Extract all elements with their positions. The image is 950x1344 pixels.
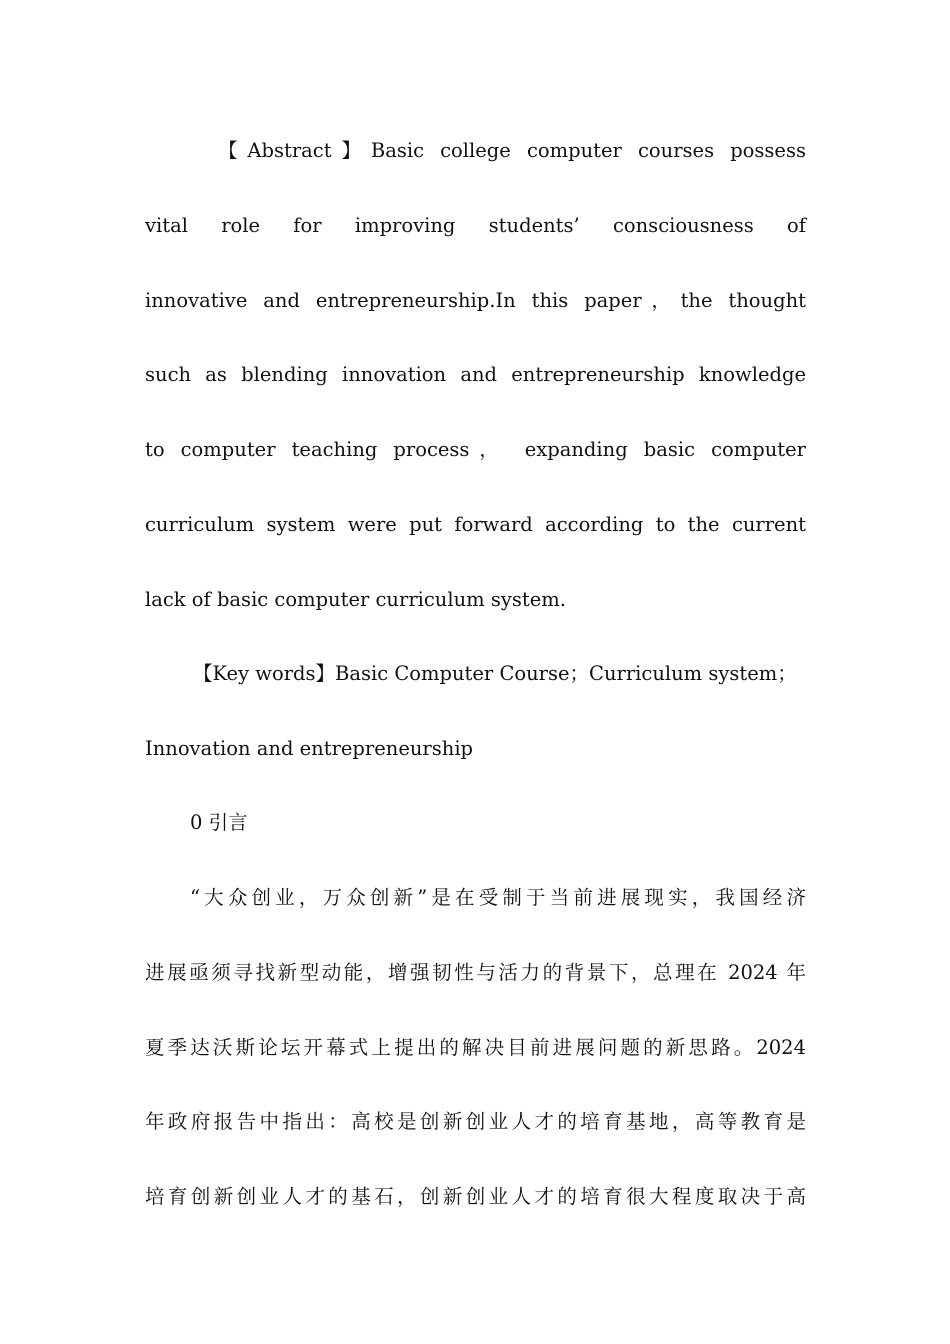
body-line: 夏季达沃斯论坛开幕式上提出的解决目前进展问题的新思路。2024: [145, 1036, 806, 1059]
keywords-line: 【Key words】Basic Computer Course；Curriculum system；: [193, 662, 797, 685]
section-heading: 0 引言: [190, 811, 248, 834]
abstract-line: such as blending innovation and entrepreneurship knowledge: [145, 363, 806, 386]
keywords-line: Innovation and entrepreneurship: [145, 737, 474, 760]
abstract-line: vital role for improving students’ consciousness of: [145, 214, 806, 237]
abstract-line: lack of basic computer curriculum system.: [145, 588, 566, 611]
abstract-line: 【Abstract】Basic college computer courses possess: [218, 139, 806, 162]
body-line: 年政府报告中指出：高校是创新创业人才的培育基地，高等教育是: [145, 1110, 806, 1133]
abstract-line: innovative and entrepreneurship.In this paper，the thought: [145, 289, 806, 312]
body-line: 进展亟须寻找新型动能，增强韧性与活力的背景下，总理在 2024 年: [145, 961, 806, 984]
body-line: “大众创业，万众创新”是在受制于当前进展现实，我国经济: [190, 886, 806, 909]
abstract-line: to computer teaching process， expanding basic computer: [145, 438, 806, 461]
body-line: 培育创新创业人才的基石，创新创业人才的培育很大程度取决于高: [145, 1185, 806, 1208]
abstract-line: curriculum system were put forward according to the current: [145, 513, 806, 536]
